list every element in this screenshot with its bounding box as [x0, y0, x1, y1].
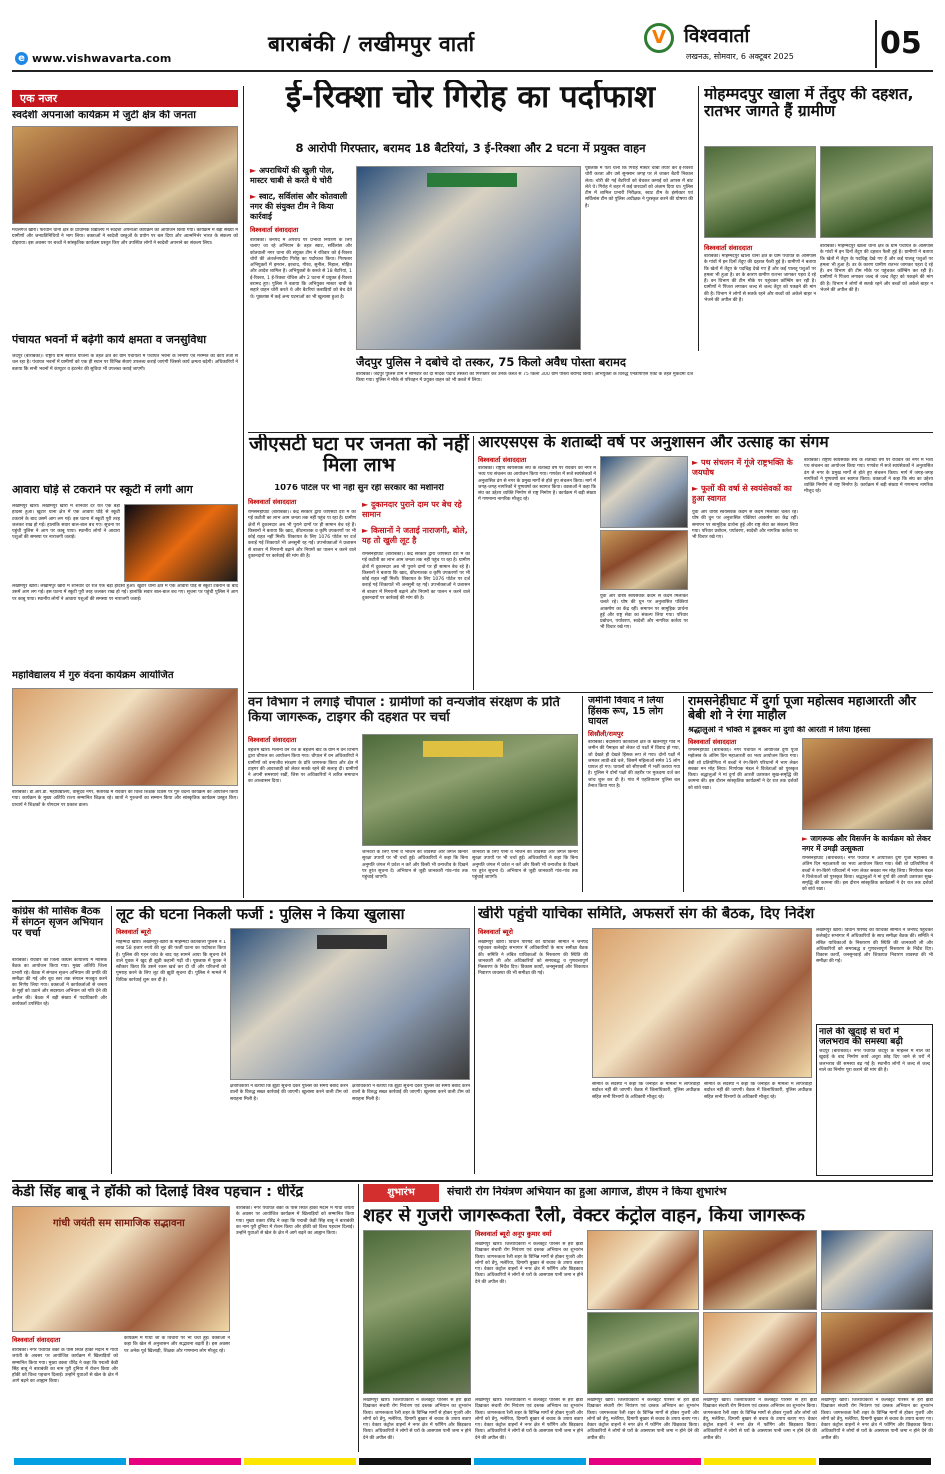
point-text: पथ संचलन में गूंजे राष्ट्रभक्ति के जयघोष — [692, 458, 793, 477]
story-body: रामसनेहीघाट (बाराबंकी)। नगर पंचायत में आयोजित दुर्गा पूजा महोत्सव के अंतिम दिन महाआरती का भव्य आयोजन किया गया। बेबी शो प्रतियोगिता में बच्चों ने रंग-बिरंगे परिधानों में भाग लेकर सबका मन मोह लिया। निर्णायक मंडल ने विजेताओं को पुरस्कृत किया। श्रद्धालुओं ने मां दुर्गा की आरती उतारकर सुख-समृद्धि की कामना की। इस दौरान सांस्कृतिक कार्यक्रमों ने देर रात तक दर्शकों को बांधे रखा। — [688, 748, 798, 791]
gst-story — [248, 434, 470, 690]
color-swatch — [704, 1458, 816, 1465]
story-body: रामसनेहीघाट (बाराबंकी)। केंद्र सरकार द्वारा जीएसटी दरों में की गई कटौती का लाभ आम जनता तक नहीं पहुंच पा रहा है। ग्रामीण क्षेत्रों में दुकानदार अब भी पुराने दामों पर ही सामान बेच रहे हैं। किसानों ने बताया कि खाद, कीटनाशक व कृषि उपकरणों पर भी कोई राहत नहीं मिली। शिकायत के लिए 1076 पोर्टल पर दर्ज कराई गई शिकायतें भी अनसुनी रह गईं। उपभोक्ताओं ने प्रशासन से बाजार में निगरानी बढ़ाने और नियमों का पालन न करने वाले दुकानदारों पर कार्रवाई की मांग की है। — [248, 510, 356, 560]
column-divider — [358, 1184, 359, 1452]
lead-story — [248, 80, 693, 490]
story-body: कार्यक्रम में गांधी जी के विचारों पर भी चर्चा हुई। वक्ताओं ने कहा कि खेल से अनुशासन और सद्भावना बढ़ती है। इस अवसर पर अनेक पूर्व खिलाड़ी, शिक्षक और गणमान्य लोग मौजूद रहे। — [124, 1336, 230, 1354]
pointer-icon: ► — [692, 484, 701, 493]
story-body: बाराबंकी। बदोसराय कोतवाली क्षेत्र के खतनापुर गांव में जमीन की पैमाइश को लेकर दो पक्षों में विवाद हो गया, जो देखते ही देखते हिंसक रूप ले गया। दोनों पक्षों में जमकर लाठी-डंडे चले, जिसमें महिलाओं समेत 15 लोग घायल हो गए। घायलों को सीएचसी में भर्ती कराया गया है। पुलिस ने दोनों पक्षों की तहरीर पर मुकदमा दर्ज कर जांच शुरू कर दी है। गांव में एहतियातन पुलिस बल तैनात किया गया है। — [588, 740, 680, 790]
story-body: मोहम्मदी खीरी। लखीमपुर-खीरी के मोहम्मदी कोतवाली पुलिस ने 1 लाख 58 हजार रुपये की लूट की फर्जी घटना का पर्दाफाश किया है। पुलिस की गहन जांच के बाद यह सामने आया कि सूचना देने वाले युवक ने खुद ही झूठी कहानी गढ़ी थी। पूछताछ में युवक ने स्वीकार किया कि उसने रकम खर्च कर दी थी और परिजनों को गुमराह करने के लिए लूट की झूठी सूचना दी। पुलिस ने मामले में विधिक कार्रवाई शुरू कर दी है। — [116, 940, 226, 983]
byline: विश्ववार्ता संवाददाता — [478, 456, 527, 464]
story-photo — [821, 1312, 933, 1394]
story-photo — [600, 530, 688, 590]
story-heading: आवारा घोड़े से टकराने पर स्कूटी में लगी आग — [12, 484, 193, 496]
story-point — [692, 458, 798, 478]
section-rule — [248, 432, 933, 433]
story-photo — [362, 734, 578, 846]
point-text: स्वाट, सर्विलांस और कोतवाली नगर की संयुक्त टीम ने किया कार्रवाई — [250, 192, 348, 221]
story-photo — [12, 688, 238, 786]
story-body: समिति के सदस्यों ने कहा कि जनहित के मामलों में लापरवाही बर्दाश्त नहीं की जाएगी। बैठक में जिलाधिकारी, पुलिस अधीक्षक सहित सभी विभागों के अधिकारी मौजूद रहे। — [704, 1082, 812, 1100]
section-rule — [248, 692, 933, 693]
pointer-icon: ► — [692, 458, 701, 467]
story-body: जानवरों के लिए पानी व भोजन की व्यवस्था और जंगल किनारे सुरक्षा उपायों पर भी चर्चा हुई। अधिकारियों ने कहा कि बिना अनुमति जंगल में प्रवेश न करें और किसी भी वन्यजीव के दिखने पर तुरंत सूचना दें। अभियान से जुड़ी जानकारी गांव-गांव तक पहुंचाई जाएगी। — [362, 850, 468, 881]
story-photo — [587, 1230, 699, 1310]
rss-story — [478, 434, 933, 692]
point-text: अपराधियों की खुली पोल, मास्टर चाबी से करते थे चोरी — [250, 166, 335, 185]
kheri-story — [478, 906, 933, 1176]
ribbon-label: शुभारंभ — [363, 1184, 439, 1202]
pointer-icon: ► — [362, 500, 371, 509]
congress-story — [12, 906, 107, 1176]
caption-headline: जैदपुर पुलिस ने दबोचे दो तस्कर, 75 किलो अवैध पोस्ता बरामद — [356, 356, 626, 369]
story-photo — [820, 146, 933, 238]
story-photo — [703, 1312, 817, 1394]
loot-story — [116, 906, 470, 1176]
story-body: लखीमपुर खीरी। लखीमपुर खीरी में शनिवार देर रात एक बड़ा हादसा हुआ। खुटार थाना क्षेत्र में एक आवारा घोड़े से स्कूटी टकराने के बाद उसमें आग लग गई। इस घटना में स्कूटी पूरी तरह जलकर राख हो गई। हालांकि सवार बाल-बाल बच गए। सूचना पर पहुंची पुलिस ने आग पर काबू पाया। स्थानीय लोगों ने आवारा पशुओं की समस्या पर नाराजगी जताई। — [12, 504, 120, 541]
column-divider — [473, 436, 474, 690]
byline: सिसौली/रामपुर — [588, 730, 624, 738]
color-swatch — [819, 1458, 931, 1465]
story-body: बाराबंकी। राष्ट्रीय स्वयंसेवक संघ के शताब्दी वर्ष पर रविवार को नगर में भव्य पथ संचलन का आयोजन किया गया। गणवेश में सजे स्वयंसेवकों ने अनुशासित ढंग से नगर के प्रमुख मार्गों से होते हुए संचलन किया। मार्ग में जगह-जगह नागरिकों ने पुष्पवर्षा कर स्वागत किया। वक्ताओं ने कहा कि संघ का उद्देश्य व्यक्ति निर्माण से राष्ट्र निर्माण है। कार्यक्रम में बड़ी संख्या में गणमान्य नागरिक मौजूद रहे। — [478, 466, 596, 503]
story-subheading: श्रद्धालुओं ने भक्ति में डूबकर मां दुर्गा की आरती में लिया हिस्सा — [688, 726, 871, 734]
color-swatch — [589, 1458, 701, 1465]
story-photo — [821, 1230, 933, 1310]
story-body: बाराबंकी। मोहम्मदपुर खाला थाना क्षेत्र के ग्राम पंचायत के आसपास के गांवों में इन दिनों तेंदुए की दहशत फैली हुई है। ग्रामीणों ने बताया कि खेतों में तेंदुए के पदचिह्न देखे गए हैं और कई पालतू पशुओं पर हमला भी हुआ है। डर के कारण ग्रामीण रातभर जागकर पहरा दे रहे हैं। वन विभाग की टीम मौके पर पहुंचकर कॉम्बिंग कर रही है। ग्रामीणों ने पिंजरा लगाकर जल्द से जल्द तेंदुए को पकड़ने की मांग की है। विभाग ने लोगों से सतर्क रहने और बच्चों को अकेले बाहर न भेजने की अपील की है। — [704, 254, 816, 304]
lead-point — [250, 166, 352, 186]
story-body: समिति के सदस्यों ने कहा कि जनहित के मामलों में लापरवाही बर्दाश्त नहीं की जाएगी। बैठक में जिलाधिकारी, पुलिस अधीक्षक सहित सभी विभागों के अधिकारी मौजूद रहे। — [592, 1082, 700, 1100]
story-photo — [802, 738, 933, 830]
byline: विश्ववार्ता ब्यूरो — [478, 928, 513, 936]
byline: विश्ववार्ता संवाददाता — [704, 244, 753, 252]
story-photo — [124, 504, 238, 582]
durga-story — [688, 694, 933, 894]
story-heading: लूट की घटना निकली फर्जी : पुलिस ने किया खुलासा — [116, 906, 405, 923]
byline: विश्ववार्ता संवाददाता — [248, 498, 297, 506]
byline: विश्ववार्ता ब्यूरो — [116, 928, 151, 936]
story-body: लखीमपुर खीरी। जिलाधिकारी ने कलेक्ट्रेट परिसर से हरी झंडी दिखाकर संचारी रोग नियंत्रण एवं दस्तक अभियान का शुभारंभ किया। जागरूकता रैली शहर के विभिन्न मार्गों से होकर गुजरी और लोगों को डेंगू, मलेरिया, दिमागी बुखार से बचाव के उपाय बताए गए। वेक्टर कंट्रोल वाहनों ने नगर क्षेत्र में फॉगिंग और छिड़काव किया। अधिकारियों ने लोगों से घरों के आसपास पानी जमा न होने देने की अपील की। — [475, 1242, 583, 1285]
point-text: फूलों की वर्षा से स्वयंसेवकों का हुआ स्वागत — [692, 484, 792, 503]
story-photo — [12, 1206, 230, 1332]
color-swatch — [14, 1458, 126, 1465]
story-body: लखीमपुर खीरी। जिलाधिकारी ने कलेक्ट्रेट परिसर से हरी झंडी दिखाकर संचारी रोग नियंत्रण एवं दस्तक अभियान का शुभारंभ किया। जागरूकता रैली शहर के विभिन्न मार्गों से होकर गुजरी और लोगों को डेंगू, मलेरिया, दिमागी बुखार से बचाव के उपाय बताए गए। वेक्टर कंट्रोल वाहनों ने नगर क्षेत्र में फॉगिंग और छिड़काव किया। अधिकारियों ने लोगों से घरों के आसपास पानी जमा न होने देने की अपील की। — [363, 1398, 471, 1441]
story-heading: केडी सिंह बाबू ने हॉकी को दिलाई विश्व पहचान : धीरेंद्र — [12, 1184, 304, 1200]
story-point — [692, 484, 798, 504]
lead-subheadline: 8 आरोपी गिरफ्तार, बरामद 18 बैटरियां, 3 ई-रिक्शा और 2 घटना में प्रयुक्त वाहन — [295, 142, 646, 155]
story-heading: जमीनी विवाद ने लिया हिंसक रूप, 15 लोग घायल — [588, 696, 664, 728]
story-heading: आरएसएस के शताब्दी वर्ष पर अनुशासन और उत्साह का संगम — [478, 434, 829, 451]
story-heading: पंचायत भवनों में बढ़ेगी कार्य क्षमता व जनसुविधा — [12, 334, 207, 346]
story-heading: कांग्रेस की मासिक बैठक में संगठन सृजन अभियान पर चर्चा — [12, 906, 104, 940]
color-swatch — [359, 1458, 471, 1465]
vector-story — [363, 1184, 933, 1454]
color-swatch — [129, 1458, 241, 1465]
lead-point — [250, 192, 352, 222]
lead-headline: ई-रिक्शा चोर गिरोह का पर्दाफाश — [285, 80, 656, 115]
pointer-icon: ► — [250, 192, 259, 201]
photo-banner — [427, 173, 517, 187]
story-body: बेहजम खीरी। मैलानी वन रेंज के बेहजम बीट के ग्राम में वन विभाग द्वारा चौपाल का आयोजन किया गया। चौपाल में वन अधिकारियों ने ग्रामीणों को वन्यजीव संरक्षण के प्रति जागरूक किया और क्षेत्र में टाइगर की आवाजाही को लेकर सतर्क रहने की सलाह दी। ग्रामीणों ने अपनी समस्याएं रखीं, जिस पर अधिकारियों ने त्वरित समाधान का आश्वासन दिया। — [248, 748, 358, 785]
point-text: किसानों ने जताई नाराजगी, बोले, यह तो खुली लूट है — [362, 526, 468, 545]
point-text: दुकानदार पुराने दाम पर बेच रहे सामान — [362, 500, 462, 519]
story-body: लखीमपुर खीरी। जिलाधिकारी ने कलेक्ट्रेट परिसर से हरी झंडी दिखाकर संचारी रोग नियंत्रण एवं दस्तक अभियान का शुभारंभ किया। जागरूकता रैली शहर के विभिन्न मार्गों से होकर गुजरी और लोगों को डेंगू, मलेरिया, दिमागी बुखार से बचाव के उपाय बताए गए। वेक्टर कंट्रोल वाहनों ने नगर क्षेत्र में फॉगिंग और छिड़काव किया। अधिकारियों ने लोगों से घरों के आसपास पानी जमा न होने देने की अपील की। — [587, 1398, 699, 1441]
story-photo — [600, 456, 688, 528]
story-photo — [704, 146, 816, 238]
byline: विश्ववार्ता ब्यूरो अनूप कुमार वर्मा — [475, 1230, 552, 1238]
story-body: बाराबंकी। नगर पंचायत बंकी के पास स्थित हॉकी मैदान में गांधी जयंती के अवसर पर आयोजित कार्यक्रम में खिलाड़ियों को सम्मानित किया गया। मुख्य वक्ता धीरेंद्र ने कहा कि पद्मश्री केडी सिंह बाबू ने बाराबंकी का नाम पूरी दुनिया में रोशन किया और हॉकी को विश्व पहचान दिलाई। उन्होंने युवाओं से खेल के क्षेत्र में आगे बढ़ने का आह्वान किया। — [236, 1206, 354, 1237]
story-body: जैदपुर (बाराबंकी)। राष्ट्रीय ग्राम स्वराज योजना के तहत क्षेत्र की ग्राम पंचायतों में पंचायत भवनों के निर्माण एवं मरम्मत का कार्य तेजी से चल रहा है। पंचायत भवनों में ग्रामीणों को एक ही स्थान पर विभिन्न सेवाएं उपलब्ध कराई जाएंगी जिससे कार्य क्षमता बढ़ेगी। अधिकारियों ने बताया कि सभी भवनों में कंप्यूटर व इंटरनेट की सुविधा भी उपलब्ध कराई जाएगी। — [12, 354, 238, 372]
caption-body: बाराबंकी। जैदपुर पुलिस टीम ने सोमवार को दो मादक पदार्थ तस्करों को गिरफ्तार कर उनके कब्जे से 75 किलो 300 ग्राम पोस्ता बरामद किया। अभियुक्तों के विरुद्ध एनडीपीएस एक्ट के तहत मुकदमा दर्ज किया गया। पुलिस ने मौके से परिवहन में प्रयुक्त वाहन को भी कब्जे में लिया। — [356, 372, 693, 384]
story-photo — [363, 1230, 471, 1394]
story-body: पूछताछ में पता चला कि गिरोह मास्टर चाबी तैयार कर ई-रिक्शा चोरी करता और उसे सुनसान जगह पर ले जाकर बैटरी निकाल लेता। चोरी की गई बैटरियों को बेचकर कमाई को आपस में बांट लेते थे। गिरोह ने शहर में कई वारदातों को अंजाम दिया था। पुलिस टीम में शामिल प्रभारी निरीक्षक, स्वाट टीम के इंस्पेक्टर एवं सर्विलांस टीम को पुलिस अधीक्षक ने पुरस्कृत करने की घोषणा की है। — [585, 166, 693, 209]
photo-banner — [317, 935, 387, 949]
section-title: बाराबंकी / लखीमपुर वार्ता — [268, 32, 475, 56]
story-body: युवा और वरिष्ठ स्वयंसेवक कदम से कदम मिलाकर चलते रहे। घोष की धुन पर अनुशासित पंक्तियां आकर्षण का केंद्र रहीं। समापन पर सामूहिक प्रार्थना हुई और राष्ट्र सेवा का संकल्प लिया गया। परिवार प्रबोधन, पर्यावरण, स्वदेशी और नागरिक कर्तव्य पर भी विचार रखे गए। — [692, 510, 798, 541]
section-rule — [12, 900, 933, 902]
byline: विश्ववार्ता संवाददाता — [248, 736, 297, 744]
pointer-icon: ► — [802, 834, 811, 843]
masthead-divider — [875, 20, 877, 68]
section-rule — [12, 1180, 933, 1182]
story-photo — [587, 1312, 699, 1394]
story-body: बाराबंकी। जनपद में अपराध पर प्रभावी नियंत्रण के लिए चलाए जा रहे अभियान के तहत स्वाट, सर्विलांस और कोतवाली नगर थाना की संयुक्त टीम ने रविवार को ई-रिक्शा चोरों की अंतर्जनपदीय गिरोह का पर्दाफाश किया। गिरफ्तार अभियुक्तों में इमरान, इरशाद, गौरव, सुनील, निहाल, मोहित और आदेश शामिल हैं। अभियुक्तों के कब्जे से 18 बैटरियां, 1 ई-रिक्शा, 1 ई-रिक्शा चेचिस और 2 घटना में प्रयुक्त ई-रिक्शा बरामद हुए। पुलिस ने बताया कि अभियुक्त मास्टर चाबी के सहारे वाहन चोरी करते थे और बैटरियां कबाड़ियों को बेच देते थे। पूछताछ में कई अन्य घटनाओं का भी खुलासा हुआ है। — [250, 238, 352, 300]
photo-banner — [423, 741, 503, 757]
story-body: जानवरों के लिए पानी व भोजन की व्यवस्था और जंगल किनारे सुरक्षा उपायों पर भी चर्चा हुई। अधिकारियों ने कहा कि बिना अनुमति जंगल में प्रवेश न करें और किसी भी वन्यजीव के दिखने पर तुरंत सूचना दें। अभियान से जुड़ी जानकारी गांव-गांव तक पहुंचाई जाएगी। — [472, 850, 578, 881]
story-photo — [12, 126, 238, 224]
column-divider — [683, 696, 684, 892]
point-text: जागरूक और विसर्जन के कार्यक्रम को लेकर नगर में उमड़ी उत्सुकता — [802, 834, 931, 853]
story-heading: महाविद्यालय में गुरु वंदना कार्यक्रम आयोजित — [12, 670, 174, 681]
story-heading: स्वदेशी अपनाओ कार्यक्रम में जुटी क्षेत्र की जनता — [12, 110, 196, 121]
brand-name: विश्ववार्ता — [684, 25, 750, 47]
story-heading: रामसनेहीघाट में दुर्गा पूजा महोत्सव महाआरती और बेबी शो ने रंगा माहौल — [688, 694, 916, 722]
story-photo — [230, 928, 470, 1080]
story-body: बाराबंकी। डी.आर.डी. महाविद्यालय, वासुदेव नगर, सतरिख में रविवार को विश्व शिक्षक दिवस पर गुरु वंदना कार्यक्रम का आयोजन किया गया। कार्यक्रम के मुख्य अतिथि राज्य सम्मानित शिक्षक रहे। छात्रों ने गुरुजनों का सम्मान किया और सांस्कृतिक कार्यक्रम प्रस्तुत किए। प्राचार्य ने शिक्षकों के योगदान पर प्रकाश डाला। — [12, 790, 238, 808]
story-point — [362, 500, 470, 520]
masthead — [0, 0, 945, 70]
story-point — [362, 526, 470, 546]
story-point — [802, 834, 933, 853]
story-heading: जीएसटी घटा पर जनता को नहीं मिला लाभ — [249, 434, 469, 477]
column-divider — [243, 86, 244, 898]
ek-nazar-tag: एक नजर — [12, 90, 238, 107]
color-swatch — [474, 1458, 586, 1465]
story-body: क्षेत्राधिकारी ने बताया कि झूठी सूचना देकर पुलिस का समय बर्बाद करने वालों के विरुद्ध सख्त कार्रवाई की जाएगी। खुलासा करने वाली टीम को सराहना मिली है। — [230, 1084, 348, 1102]
story-body: लखीमपुर खीरी। जिलाधिकारी ने कलेक्ट्रेट परिसर से हरी झंडी दिखाकर संचारी रोग नियंत्रण एवं दस्तक अभियान का शुभारंभ किया। जागरूकता रैली शहर के विभिन्न मार्गों से होकर गुजरी और लोगों को डेंगू, मलेरिया, दिमागी बुखार से बचाव के उपाय बताए गए। वेक्टर कंट्रोल वाहनों ने नगर क्षेत्र में फॉगिंग और छिड़काव किया। अधिकारियों ने लोगों से घरों के आसपास पानी जमा न होने देने की अपील की। — [821, 1398, 933, 1441]
story-body: युवा और वरिष्ठ स्वयंसेवक कदम से कदम मिलाकर चलते रहे। घोष की धुन पर अनुशासित पंक्तियां आकर्षण का केंद्र रहीं। समापन पर सामूहिक प्रार्थना हुई और राष्ट्र सेवा का संकल्प लिया गया। परिवार प्रबोधन, पर्यावरण, स्वदेशी और नागरिक कर्तव्य पर भी विचार रखे गए। — [600, 594, 688, 631]
column-divider — [474, 906, 475, 1174]
byline: विश्ववार्ता संवाददाता — [688, 738, 737, 746]
story-heading: मोहम्मदपुर खाला में तेंदुए की दहशत, रातभर जागते हैं ग्रामीण — [704, 86, 914, 121]
story-subheading: 1076 पोर्टल पर भी नहीं सुन रही सरकार की मशीनरी — [274, 484, 444, 493]
side-box-heading: नाले की खुदाई से घरों में जलभराव की समस्या बढ़ी — [819, 1027, 903, 1048]
story-body: लखीमपुर खीरी। जिलाधिकारी ने कलेक्ट्रेट परिसर से हरी झंडी दिखाकर संचारी रोग नियंत्रण एवं दस्तक अभियान का शुभारंभ किया। जागरूकता रैली शहर के विभिन्न मार्गों से होकर गुजरी और लोगों को डेंगू, मलेरिया, दिमागी बुखार से बचाव के उपाय बताए गए। वेक्टर कंट्रोल वाहनों ने नगर क्षेत्र में फॉगिंग और छिड़काव किया। अधिकारियों ने लोगों से घरों के आसपास पानी जमा न होने देने की अपील की। — [475, 1398, 583, 1441]
website-icon: e — [15, 52, 28, 65]
story-photo — [592, 928, 812, 1078]
color-swatch — [244, 1458, 356, 1465]
story-body: बाराबंकी। मोहम्मदपुर खाला थाना क्षेत्र के ग्राम पंचायत के आसपास के गांवों में इन दिनों तेंदुए की दहशत फैली हुई है। ग्रामीणों ने बताया कि खेतों में तेंदुए के पदचिह्न देखे गए हैं और कई पालतू पशुओं पर हमला भी हुआ है। डर के कारण ग्रामीण रातभर जागकर पहरा दे रहे हैं। वन विभाग की टीम मौके पर पहुंचकर कॉम्बिंग कर रही है। ग्रामीणों ने पिंजरा लगाकर जल्द से जल्द तेंदुए को पकड़ने की मांग की है। विभाग ने लोगों से सतर्क रहने और बच्चों को अकेले बाहर न भेजने की अपील की है। — [820, 244, 933, 294]
story-photo — [703, 1230, 817, 1310]
pointer-icon: ► — [362, 526, 371, 535]
land-story — [588, 696, 680, 896]
masthead-rule — [12, 70, 933, 72]
photo-banner-text: गांधी जयंती सम सामाजिक सद्भावना — [53, 1218, 185, 1229]
story-heading: खीरी पहुंची याचिका समिति, अफसरों संग की बैठक, दिए निर्देश — [478, 906, 815, 922]
forest-story — [248, 696, 578, 896]
column-divider — [111, 906, 112, 1174]
side-box — [816, 1024, 933, 1176]
story-body: रामसनेहीघाट (बाराबंकी)। नगर पंचायत में आयोजित दुर्गा पूजा महोत्सव के अंतिम दिन महाआरती का भव्य आयोजन किया गया। बेबी शो प्रतियोगिता में बच्चों ने रंग-बिरंगे परिधानों में भाग लेकर सबका मन मोह लिया। निर्णायक मंडल ने विजेताओं को पुरस्कृत किया। श्रद्धालुओं ने मां दुर्गा की आरती उतारकर सुख-समृद्धि की कामना की। इस दौरान सांस्कृतिक कार्यक्रमों ने देर रात तक दर्शकों को बांधे रखा। — [802, 856, 933, 893]
story-heading: शहर से गुजरी जागरूकता रैली, वेक्टर कंट्रोल वाहन, किया जागरूक — [363, 1206, 805, 1226]
lead-photo — [356, 166, 581, 350]
story-body: लखीमपुर खीरी। जिलाधिकारी ने कलेक्ट्रेट परिसर से हरी झंडी दिखाकर संचारी रोग नियंत्रण एवं दस्तक अभियान का शुभारंभ किया। जागरूकता रैली शहर के विभिन्न मार्गों से होकर गुजरी और लोगों को डेंगू, मलेरिया, दिमागी बुखार से बचाव के उपाय बताए गए। वेक्टर कंट्रोल वाहनों ने नगर क्षेत्र में फॉगिंग और छिड़काव किया। अधिकारियों ने लोगों से घरों के आसपास पानी जमा न होने देने की अपील की। — [703, 1398, 817, 1441]
column-divider — [698, 86, 699, 351]
print-color-bar — [12, 1458, 933, 1466]
story-body: रामसनेहीघाट (बाराबंकी)। केंद्र सरकार द्वारा जीएसटी दरों में की गई कटौती का लाभ आम जनता तक नहीं पहुंच पा रहा है। ग्रामीण क्षेत्रों में दुकानदार अब भी पुराने दामों पर ही सामान बेच रहे हैं। किसानों ने बताया कि खाद, कीटनाशक व कृषि उपकरणों पर भी कोई राहत नहीं मिली। शिकायत के लिए 1076 पोर्टल पर दर्ज कराई गई शिकायतें भी अनसुनी रह गईं। उपभोक्ताओं ने प्रशासन से बाजार में निगरानी बढ़ाने और नियमों का पालन न करने वाले दुकानदारों पर कार्रवाई की मांग की है। — [362, 552, 470, 602]
byline: विश्ववार्ता संवाददाता — [12, 1336, 61, 1344]
ek-nazar-column — [12, 90, 238, 890]
story-kicker: संचारी रोग नियंत्रण अभियान का हुआ आगाज, डीएम ने किया शुभारंभ — [447, 1186, 727, 1198]
story-body: क्षेत्राधिकारी ने बताया कि झूठी सूचना देकर पुलिस का समय बर्बाद करने वालों के विरुद्ध सख्त कार्रवाई की जाएगी। खुलासा करने वाली टीम को सराहना मिली है। — [352, 1084, 470, 1102]
website-link[interactable]: www.vishwavarta.com — [32, 52, 172, 65]
dateline: लखनऊ, सोमवार, 6 अक्टूबर 2025 — [686, 52, 794, 61]
byline: विश्ववार्ता संवाददाता — [250, 226, 299, 234]
page-number: 05 — [880, 26, 922, 61]
hockey-story — [12, 1184, 354, 1454]
story-heading: वन विभाग ने लगाई चौपाल : ग्रामीणों को वन्यजीव संरक्षण के प्रति किया जागरूक, टाइगर की दहशत पर चर्चा — [248, 696, 560, 725]
column-divider — [582, 696, 583, 892]
side-box-body: जैदपुर (बाराबंकी)। नगर पंचायत जैदपुर के मोहल्ले में नाले की खुदाई के बाद निर्माण कार्य अधूरा छोड़ दिए जाने से घरों में जलभराव की समस्या बढ़ गई है। स्थानीय लोगों ने जल्द से जल्द नाले का निर्माण पूरा कराने की मांग की है। — [819, 1049, 930, 1074]
story-body: लखीमपुर खीरी। लखीमपुर खीरी में शनिवार देर रात एक बड़ा हादसा हुआ। खुटार थाना क्षेत्र में एक आवारा घोड़े से स्कूटी टकराने के बाद उसमें आग लग गई। इस घटना में स्कूटी पूरी तरह जलकर राख हो गई। हालांकि सवार बाल-बाल बच गए। सूचना पर पहुंची पुलिस ने आग पर काबू पाया। स्थानीय लोगों ने आवारा पशुओं की समस्या पर नाराजगी जताई। — [12, 584, 238, 602]
story-body: लखीमपुर खीरी। विधान परिषद की याचिका समिति ने जनपद पहुंचकर कलेक्ट्रेट सभागार में अधिकारियों के साथ समीक्षा बैठक की। समिति ने लंबित याचिकाओं के निस्तारण की स्थिति की जानकारी ली और अधिकारियों को समयबद्ध व गुणवत्तापूर्ण निस्तारण के निर्देश दिए। विकास कार्यों, जनसुनवाई और शिकायत निवारण व्यवस्था की भी समीक्षा की गई। — [816, 928, 933, 965]
story-body: बाराबंकी। राष्ट्रीय स्वयंसेवक संघ के शताब्दी वर्ष पर रविवार को नगर में भव्य पथ संचलन का आयोजन किया गया। गणवेश में सजे स्वयंसेवकों ने अनुशासित ढंग से नगर के प्रमुख मार्गों से होते हुए संचलन किया। मार्ग में जगह-जगह नागरिकों ने पुष्पवर्षा कर स्वागत किया। वक्ताओं ने कहा कि संघ का उद्देश्य व्यक्ति निर्माण से राष्ट्र निर्माण है। कार्यक्रम में बड़ी संख्या में गणमान्य नागरिक मौजूद रहे। — [804, 458, 933, 495]
story-body: बाराबंकी। नगर पंचायत बंकी के पास स्थित हॉकी मैदान में गांधी जयंती के अवसर पर आयोजित कार्यक्रम में खिलाड़ियों को सम्मानित किया गया। मुख्य वक्ता धीरेंद्र ने कहा कि पद्मश्री केडी सिंह बाबू ने बाराबंकी का नाम पूरी दुनिया में रोशन किया और हॉकी को विश्व पहचान दिलाई। उन्होंने युवाओं से खेल के क्षेत्र में आगे बढ़ने का आह्वान किया। — [12, 1348, 118, 1385]
story-body: मैथलगंज खीरी। फरधान थाना क्षेत्र के प्राथमिक विद्यालय में स्वदेशी अपनाओ कार्यक्रम का आयोजन किया गया। कार्यक्रम में बड़ी संख्या में ग्रामीणों और जनप्रतिनिधियों ने भाग लिया। वक्ताओं ने स्वदेशी वस्तुओं के प्रयोग पर बल दिया और आत्मनिर्भर भारत के संकल्प को दोहराया। इस अवसर पर बच्चों ने सांस्कृतिक कार्यक्रम प्रस्तुत किए और उपस्थित लोगों ने स्वदेशी अपनाने का संकल्प लिया। — [12, 228, 238, 246]
brand-logo-icon: V — [644, 23, 674, 53]
story-body: लखीमपुर खीरी। विधान परिषद की याचिका समिति ने जनपद पहुंचकर कलेक्ट्रेट सभागार में अधिकारियों के साथ समीक्षा बैठक की। समिति ने लंबित याचिकाओं के निस्तारण की स्थिति की जानकारी ली और अधिकारियों को समयबद्ध व गुणवत्तापूर्ण निस्तारण के निर्देश दिए। विकास कार्यों, जनसुनवाई और शिकायत निवारण व्यवस्था की भी समीक्षा की गई। — [478, 940, 588, 977]
story-body: बाराबंकी। रविवार को जिला कांग्रेस कार्यालय में मासिक बैठक का आयोजन किया गया। मुख्य अतिथि जिला प्रभारी रहे। बैठक में संगठन सृजन अभियान की प्रगति की समीक्षा की गई और बूथ स्तर तक संगठन मजबूत करने का निर्णय लिया गया। वक्ताओं ने कार्यकर्ताओं से जनता के मुद्दों को उठाने और सदस्यता अभियान को गति देने की अपील की। बैठक में बड़ी संख्या में पदाधिकारी और कार्यकर्ता उपस्थित रहे। — [12, 958, 107, 1008]
leopard-story — [704, 86, 933, 350]
pointer-icon: ► — [250, 166, 259, 175]
